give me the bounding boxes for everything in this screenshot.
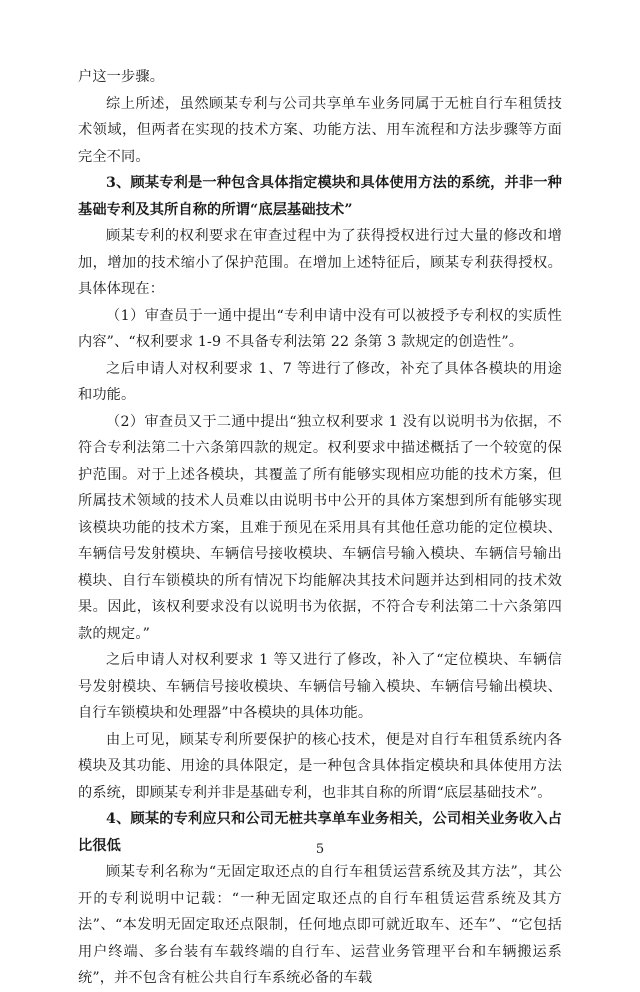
paragraph-claims-amended: 顾某专利的权利要求在审查过程中为了获得授权进行过大量的修改和增加，增加的技术缩小了保护范围。在增加上述特征后，顾某专利获得授权。具体体现在： xyxy=(78,228,562,297)
paragraph-second-amendment: 之后申请人对权利要求 1 等又进行了修改，补入了“定位模块、车辆信号发射模块、车辆信号接收模块、车辆信号输入模块、车辆信号输出模块、自行车锁模块和处理器”中各模块的具体功能。 xyxy=(78,652,562,721)
paragraph-continuation: 户这一步骤。 xyxy=(78,69,165,85)
paragraph-patent-description: 顾某专利名称为“无固定取还点的自行车租赁运营系统及其方法”，其公开的专利说明中记载：“一种无固定取还点的自行车租赁运营系统及其方法”、“本发明无固定取还点限制，任何地点即可就近取车、还车”、“它包括用户终端、多台装有车载终端的自行车、运营业务管理平台和车辆搬运系统”，并不包含有桩公共自行车系统必备的车载 xyxy=(78,864,562,986)
paragraph-first-amendment: 之后申请人对权利要求 1、7 等进行了修改，补充了具体各模块的用途和功能。 xyxy=(78,360,562,403)
section-heading-4: 4、顾某的专利应只和公司无桩共享单车业务相关，公司相关业务收入占比很低 xyxy=(78,811,562,854)
paragraph-summary: 综上所述，虽然顾某专利与公司共享单车业务同属于无桩自行车租赁技术领域，但两者在实现的技术方案、功能方法、用车流程和方法步骤等方面完全不同。 xyxy=(78,95,562,165)
paragraph-first-office-action: （1）审查员于一通中提出“专利申请中没有可以被授予专利权的实质性内容”、“权利要求 1-9 不具备专利法第 22 条第 3 款规定的创造性”。 xyxy=(78,307,562,350)
paragraph-second-office-action: （2）审查员又于二通中提出“独立权利要求 1 没有以说明书为依据，不符合专利法第二十六条第四款的规定。权利要求中描述概括了一个较宽的保护范围。对于上述各模块，其覆盖了所有能够实现相应功能的技术方案，但所属技术领域的技术人员难以由说明书中公开的具体方案想到所有能够实现该模块功能的技术方案，且难于预见在采用具有其他任意功能的定位模块、车辆信号发射模块、车辆信号接收模块、车辆信号输入模块、车辆信号输出模块、自行车锁模块的所有情况下均能解决其技术问题并达到相同的技术效果。因此，该权利要求没有以说明书为依据，不符合专利法第二十六条第四款的规定。” xyxy=(78,413,562,642)
section-heading-3: 3、顾某专利是一种包含具体指定模块和具体使用方法的系统，并非一种基础专利及其所自称的所谓“底层基础技术” xyxy=(78,175,562,218)
page-number: 5 xyxy=(315,842,325,857)
paragraph-conclusion: 由上可见，顾某专利所要保护的核心技术，便是对自行车租赁系统内各模块及其功能、用途的具体限定，是一种包含具体指定模块和具体使用方法的系统，即顾某专利并非是基础专利，也非其自称的所谓“底层基础技术”。 xyxy=(78,731,562,801)
